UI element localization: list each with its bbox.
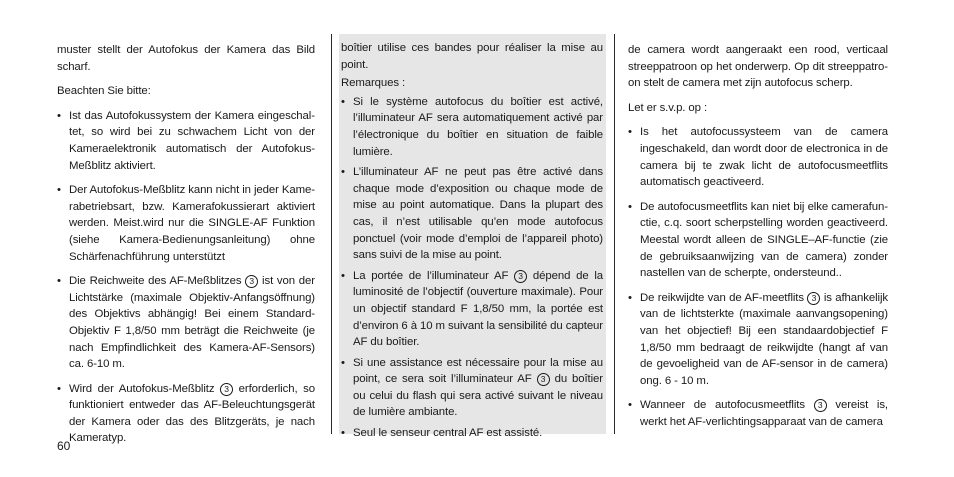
dutch-note-4-start: Wanneer de autofocusmeetflits [640, 399, 805, 412]
french-note-2: • L’illuminateur AF ne peut pas être activé dans chaque mode d’exposition ou chaque mode de mise au point automatique. Dans la plupart des cas, il n’est utilisable qu’en mode autofocus ponctuel (voir mode d’emploi de l’appareil photo) sans suivi de la mise au point. [341, 164, 603, 264]
dutch-column [628, 42, 888, 438]
german-notes-list [57, 108, 315, 447]
dutch-note-1: • Is het autofocussysteem van de camera ingeschakeld, dan wordt door de electronica in de camera bij te zwak licht de autofocusmeetflits automatisch geactiveerd. [628, 124, 888, 190]
german-note-3-end: ist von der Lichtstärke (maximale Objektiv-Anfangsöffnung) des Objektivs abhängig! Bei einem Standard-Objektiv F 1,8/50 mm beträgt die Reichweite (je nach Empfindlichkeit des Kamera-AF-Sensors) ca. 6-10 m. [69, 275, 315, 371]
german-note-1: • Ist das Autofokussystem der Kamera eingeschaltet, so wird bei zu schwachem Licht von der Kameraelektronik automatisch der Autofokus-Meßblitz aktiviert. [57, 108, 315, 174]
french-column [341, 40, 603, 450]
french-note-4-end: du boîtier ou celui du flash qui sera activé suivant le niveau de lumière ambiante. [353, 373, 603, 419]
reference-number-icon: 3 [814, 399, 827, 412]
german-note-3 [57, 273, 315, 373]
reference-number-icon: 3 [220, 383, 233, 396]
column-divider-1 [331, 34, 332, 434]
dutch-note-3-end: is afhankelijk van de lichtsterkte (maximale aanvangsopening) van het objectief! Bij een standaardobjectief F 1,8/50 mm bedraagt de reikwijdte (hangt af van de gevoeligheid van de AF-sensor in de camera) ong. 6 - 10 m. [640, 291, 888, 387]
german-note-4-end: erforderlich, so funktioniert entweder das AF-Beleuchtungsgerät der Kamera oder das des Blitzgeräts, je nach Kameratyp. [69, 382, 315, 445]
dutch-note-4-end: vereist is, werkt het AF-verlichtingsapparaat van de camera [640, 399, 888, 428]
french-note-3-start: La portée de l’illuminateur AF [353, 269, 509, 282]
french-heading: Remarques : [341, 77, 406, 90]
dutch-note-2: • De autofocusmeetflits kan niet bij elke camerafunctie, c.q. soort scherpstelling worden geactiveerd. Meestal wordt alleen de SINGLE–AF-functie (zie de gebruiksaanwijzing van de camera) zonder nastellen van de scherpte, ondersteund.. [628, 199, 888, 282]
french-note-4 [341, 355, 603, 421]
dutch-intro: de camera wordt aangeraakt een rood, verticaal streeppatroon op het onderwerp. Op dit streeppatroon stelt de camera met zijn autofocus scherp. [628, 44, 888, 90]
reference-number-icon: 3 [537, 373, 550, 386]
reference-number-icon: 3 [807, 292, 820, 305]
german-note-4-start: Wird der Autofokus-Meßblitz [69, 382, 215, 395]
page-number: 60 [57, 439, 71, 453]
german-heading: Beachten Sie bitte: [57, 85, 151, 98]
french-intro: boîtier utilise ces bandes pour réaliser la mise au point. [341, 42, 603, 71]
french-note-5: • Seul le senseur central AF est assisté. [341, 425, 603, 442]
french-note-3 [341, 268, 603, 351]
dutch-notes-list [628, 124, 888, 430]
french-note-1: • Si le système autofocus du boîtier est activé, l’illuminateur AF sera automatiquement activé par l’électronique du boîtier en situation de faible lumière. [341, 94, 603, 160]
german-intro: muster stellt der Autofokus der Kamera das Bild scharf. [57, 44, 315, 73]
german-column [57, 42, 315, 455]
german-note-4 [57, 381, 315, 447]
french-notes-list [341, 94, 603, 442]
dutch-note-3-start: De reikwijdte van de AF-meetflits [640, 291, 804, 304]
dutch-heading: Let er s.v.p. op : [628, 101, 708, 114]
french-note-4-start: Si une assistance est nécessaire pour la mise au point, ce sera soit l’illuminateur AF [353, 356, 603, 386]
dutch-note-4 [628, 397, 888, 430]
reference-number-icon: 3 [245, 275, 258, 288]
german-note-2: • Der Autofokus-Meßblitz kann nicht in jeder Kamerabetriebsart, bzw. Kamerafokussierart aktiviert werden. Meist.wird nur die SINGLE-AF Funktion (siehe Kamera-Bedienungsanleitung) ohne Schärfenachführung unterstützt [57, 182, 315, 265]
french-note-3-end: dépend de la luminosité de l’objectif (ouverture maximale). Pour un objectif standard F 1,8/50 mm, la portée est d’environ 6 à 10 m suivant la sensibilité du capteur AF du boîtier. [353, 269, 603, 349]
reference-number-icon: 3 [514, 270, 527, 283]
german-note-3-start: Die Reichweite des AF-Meßblitzes [69, 275, 242, 288]
column-divider-2 [614, 34, 615, 434]
dutch-note-3 [628, 290, 888, 390]
